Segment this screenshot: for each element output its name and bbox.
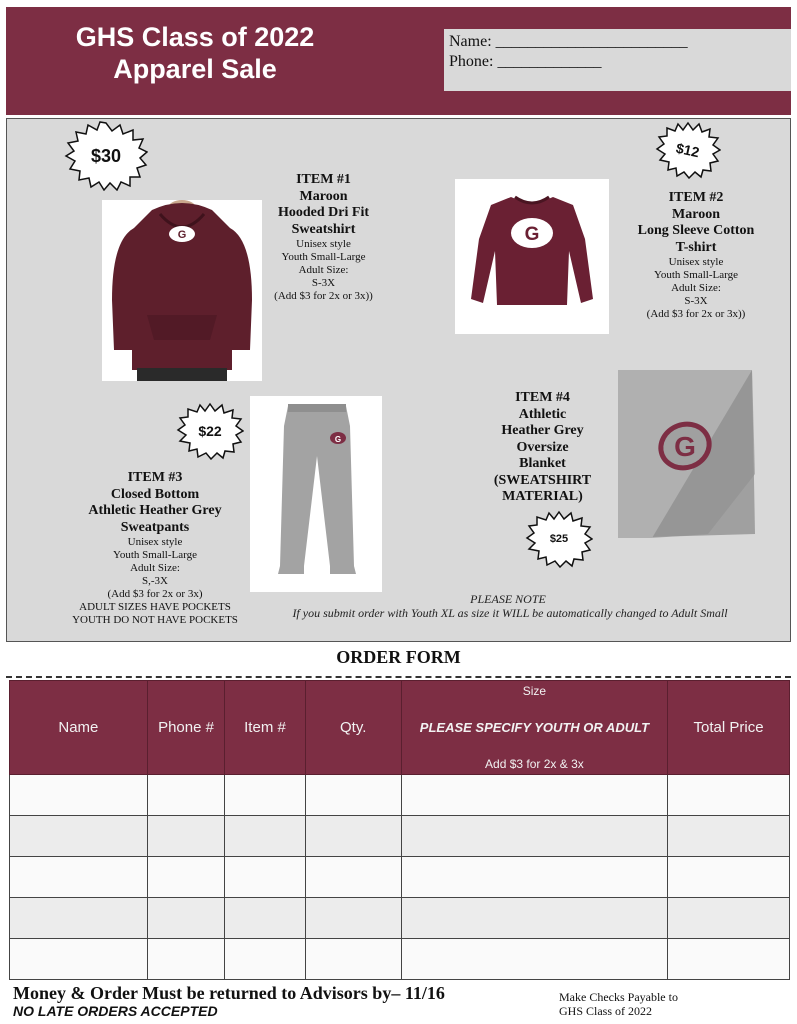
item-3-detail: (Add $3 for 2x or 3x) [107, 587, 203, 600]
item-1-product: Sweatshirt [291, 221, 356, 237]
col-name: Name [10, 681, 148, 775]
item-2-detail: Youth Small-Large [654, 269, 738, 282]
price-badge-item-3 [176, 402, 244, 460]
maroon-long-sleeve-image [455, 179, 609, 334]
qty-cell[interactable] [305, 898, 401, 939]
blanket-icon [612, 364, 758, 542]
item-2-description [622, 190, 770, 321]
item-4-number: ITEM #4 [515, 390, 570, 405]
size-cell[interactable] [401, 939, 667, 980]
no-late-orders-notice: NO LATE ORDERS ACCEPTED [13, 1003, 218, 1019]
item-cell[interactable] [225, 816, 305, 857]
item-4-description [470, 390, 615, 506]
item-1-number: ITEM #1 [296, 172, 351, 187]
item-2-type: Long Sleeve Cotton [637, 223, 755, 239]
price-badge-item-4 [525, 510, 593, 568]
phone-field[interactable]: Phone: _____________ [449, 53, 602, 70]
item-4-material: MATERIAL) [502, 489, 583, 505]
phone-cell[interactable] [147, 857, 225, 898]
table-row [10, 816, 790, 857]
qty-cell[interactable] [305, 775, 401, 816]
order-form-title: ORDER FORM [336, 647, 461, 667]
col-phone: Phone # [147, 681, 225, 775]
qty-cell[interactable] [305, 939, 401, 980]
item-cell[interactable] [225, 857, 305, 898]
qty-cell[interactable] [305, 857, 401, 898]
total-cell[interactable] [668, 857, 790, 898]
name-cell[interactable] [10, 775, 148, 816]
item-3-detail: S,-3X [142, 574, 168, 587]
deadline-notice: Money & Order Must be returned to Advisors by– 11/16 [13, 983, 445, 1003]
total-cell[interactable] [668, 775, 790, 816]
sweatpants-icon [250, 396, 382, 592]
item-1-description [256, 172, 391, 303]
item-3-color: Athletic Heather Grey [88, 503, 222, 519]
item-2-detail: (Add $3 for 2x or 3x)) [646, 307, 746, 320]
item-3-detail: Youth Small-Large [113, 549, 197, 562]
item-4-size: Oversize [516, 439, 569, 455]
item-4-color: Heather Grey [501, 423, 584, 439]
note-heading: PLEASE NOTE [470, 592, 546, 606]
item-3-detail: Unisex style [127, 536, 183, 549]
col-total-price: Total Price [668, 681, 790, 775]
item-1-detail: Youth Small-Large [281, 251, 366, 264]
size-cell[interactable] [401, 898, 667, 939]
name-field[interactable]: Name: ________________________ [449, 33, 688, 50]
page-title: GHS Class of 2022 [75, 22, 315, 52]
item-3-number: ITEM #3 [127, 470, 183, 485]
size-surcharge-note: Add $3 for 2x & 3x [485, 757, 584, 771]
item-1-color: Maroon [299, 188, 348, 204]
cut-line [6, 676, 791, 678]
size-label: Size [522, 684, 547, 698]
phone-cell[interactable] [147, 816, 225, 857]
item-2-detail: Adult Size: [671, 282, 721, 294]
col-qty: Qty. [305, 681, 401, 775]
item-3-type: Closed Bottom [110, 486, 200, 502]
size-cell[interactable] [401, 857, 667, 898]
total-cell[interactable] [668, 816, 790, 857]
item-1-detail: Adult Size: [298, 264, 349, 276]
item-2-detail: Unisex style [668, 256, 724, 269]
grey-sweatpants-image [250, 396, 382, 592]
price-text: $12 [674, 139, 702, 161]
item-4-material: (SWEATSHIRT [493, 472, 592, 488]
item-cell[interactable] [225, 898, 305, 939]
checks-payable-label: Make Checks Payable to [559, 990, 678, 1004]
item-1-detail: S-3X [311, 276, 336, 289]
item-2-color: Maroon [672, 206, 720, 222]
item-1-detail: (Add $3 for 2x or 3x)) [274, 289, 373, 302]
size-cell[interactable] [401, 775, 667, 816]
item-cell[interactable] [225, 939, 305, 980]
long-sleeve-shirt-icon [455, 179, 609, 334]
name-cell[interactable] [10, 939, 148, 980]
price-text: $25 [549, 533, 569, 545]
order-table [9, 680, 790, 980]
qty-cell[interactable] [305, 816, 401, 857]
item-4-product: Blanket [519, 456, 566, 472]
item-3-pocket-note: ADULT SIZES HAVE POCKETS [79, 600, 231, 613]
name-cell[interactable] [10, 816, 148, 857]
table-row [10, 775, 790, 816]
name-cell[interactable] [10, 898, 148, 939]
item-1-type: Hooded Dri Fit [278, 205, 369, 221]
col-item: Item # [225, 681, 305, 775]
size-instruction: PLEASE SPECIFY YOUTH OR ADULT [419, 720, 650, 735]
item-cell[interactable] [225, 775, 305, 816]
item-3-detail: Adult Size: [130, 562, 180, 574]
hoodie-icon [102, 200, 262, 381]
price-badge-item-2 [655, 121, 721, 179]
svg-text:G: G [177, 229, 187, 241]
col-size [401, 681, 667, 775]
checks-payable-name: GHS Class of 2022 [559, 1004, 653, 1018]
table-row [10, 939, 790, 980]
price-text: $22 [198, 423, 222, 439]
name-cell[interactable] [10, 857, 148, 898]
phone-cell[interactable] [147, 939, 225, 980]
order-table-header [10, 681, 790, 775]
size-cell[interactable] [401, 816, 667, 857]
item-4-type: Athletic [518, 406, 567, 422]
grey-blanket-image [612, 364, 758, 542]
svg-text:G: G [524, 224, 540, 245]
item-2-product: T-shirt [675, 239, 717, 255]
phone-cell[interactable] [147, 898, 225, 939]
page-subtitle: Apparel Sale [113, 54, 277, 84]
item-2-detail: S-3X [684, 294, 708, 307]
svg-text:G: G [334, 435, 342, 444]
phone-cell[interactable] [147, 775, 225, 816]
maroon-hoodie-image [102, 200, 262, 381]
item-3-pocket-note: YOUTH DO NOT HAVE POCKETS [72, 613, 238, 626]
table-row [10, 857, 790, 898]
item-3-description [60, 470, 250, 627]
note-text: If you submit order with Youth XL as size it WILL be automatically changed to Adult Small [292, 606, 728, 620]
item-3-product: Sweatpants [120, 519, 190, 535]
item-1-detail: Unisex style [296, 238, 351, 251]
total-cell[interactable] [668, 939, 790, 980]
table-row [10, 898, 790, 939]
item-2-number: ITEM #2 [668, 190, 724, 205]
svg-text:G: G [674, 431, 696, 462]
price-badge-item-1 [64, 121, 148, 191]
total-cell[interactable] [668, 898, 790, 939]
price-text: $30 [90, 145, 122, 166]
